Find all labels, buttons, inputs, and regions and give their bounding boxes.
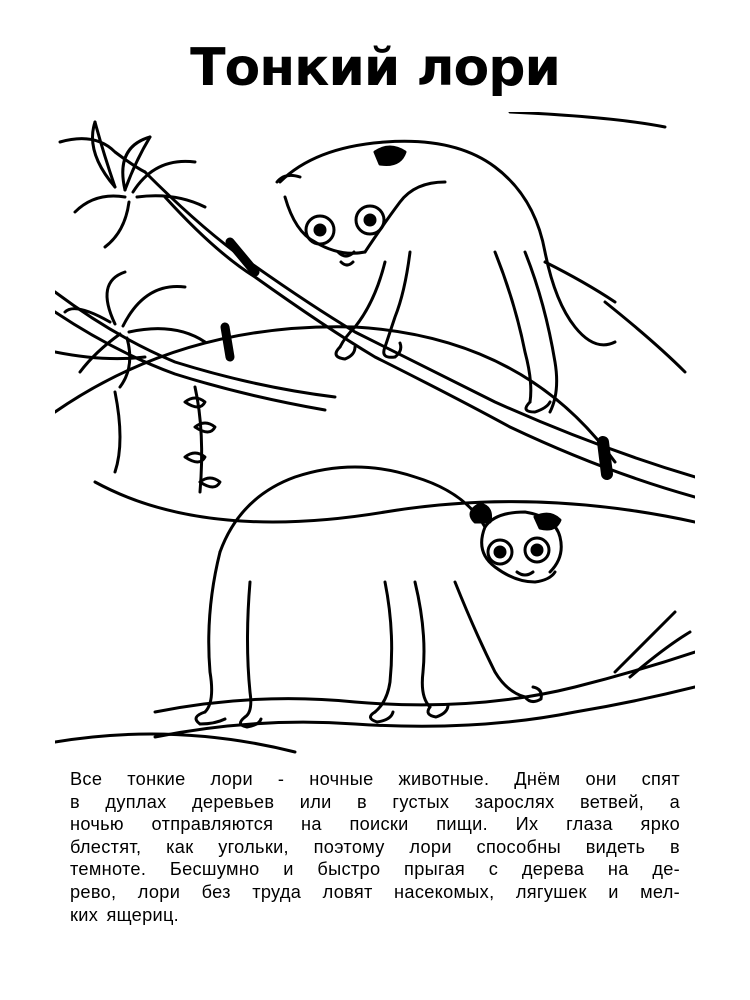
lower-branch: [155, 612, 695, 737]
upper-branch: [55, 139, 695, 497]
loris-illustration: [55, 112, 695, 760]
caption-line: ночью отправляются на поиски пищи. Их глаза ярко: [70, 814, 680, 835]
page-title: Тонкий лори: [190, 38, 560, 98]
caption-text: [70, 768, 680, 926]
lower-loris: [196, 467, 561, 727]
caption-line: ких ящериц.: [70, 904, 180, 925]
leaf-tufts: [65, 122, 220, 492]
caption-line: темноте. Бесшумно и быстро прыгая с дерева на де-: [70, 859, 680, 880]
caption-line: в дуплах деревьев или в густых зарослях ветвей, а: [70, 791, 680, 812]
caption-line: рево, лори без труда ловят насекомых, лягушек и мел-: [70, 881, 680, 902]
upper-loris: [277, 141, 615, 412]
caption-line: блестят, как угольки, поэтому лори способны видеть в: [70, 836, 680, 857]
caption-line: Все тонкие лори - ночные животные. Днём они спят: [70, 769, 680, 789]
